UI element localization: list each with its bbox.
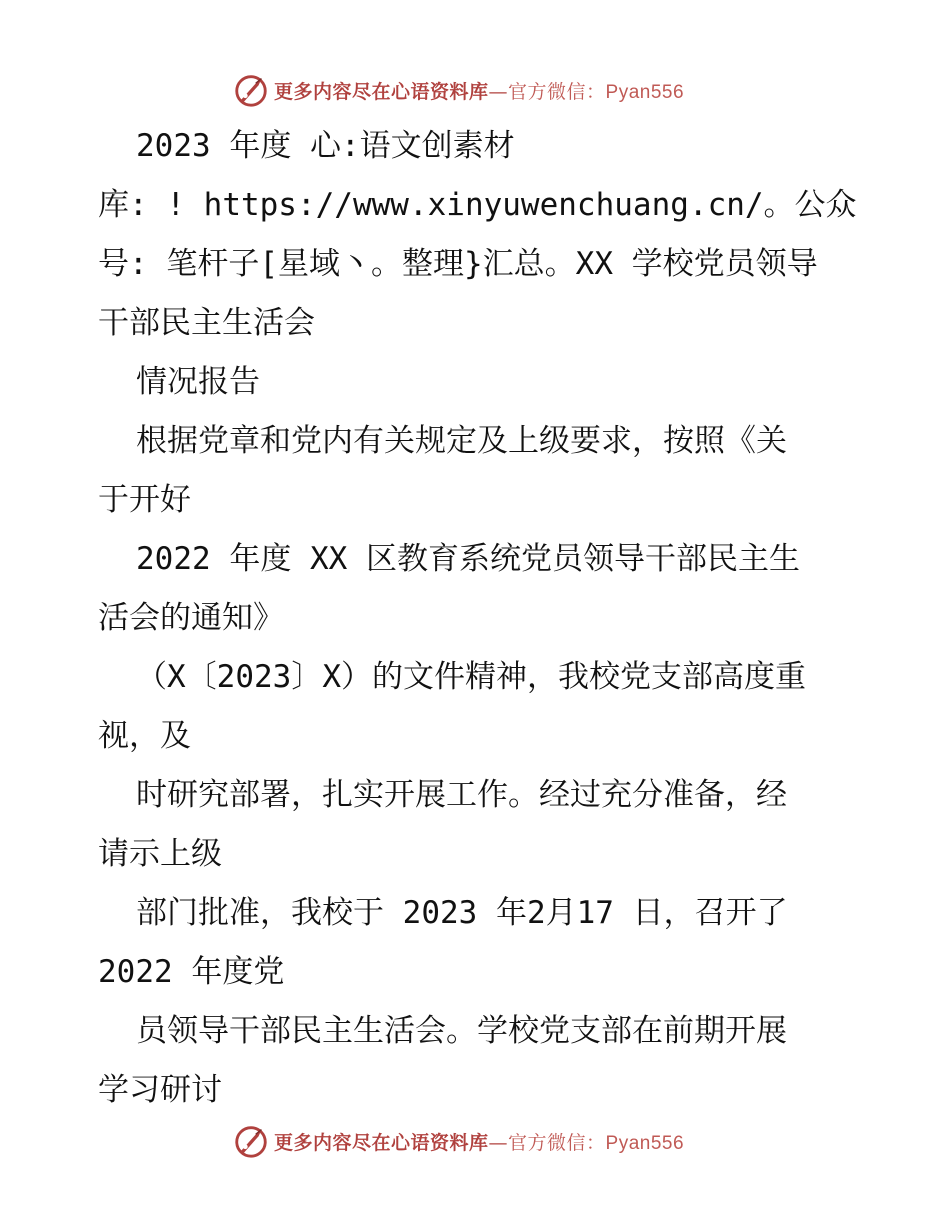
text-line: 2022 年度 XX 区教育系统党员领导干部民主生 xyxy=(136,541,800,577)
text-line: 干部民主生活会 xyxy=(98,305,315,341)
text-line: 部门批准，我校于 2023 年2月17 日，召开了 xyxy=(136,895,788,931)
text-line: 2022 年度党 xyxy=(98,954,285,990)
watermark-wechat-id: Pyan556 xyxy=(605,81,685,103)
watermark-brand: 更多内容尽在心语资料库 xyxy=(274,1131,489,1154)
watermark-header xyxy=(232,70,684,110)
text-line: 库: ! https://www.xinyuwenchuang.cn/。公众 xyxy=(98,187,857,223)
text-line: 学习研讨 xyxy=(98,1072,222,1108)
watermark-wechat-label: 官方微信： xyxy=(508,80,606,103)
text-line: 号: 笔杆子[星域丶。整理}汇总。XX 学校党员领导 xyxy=(98,246,818,282)
text-line: 活会的通知》 xyxy=(98,600,284,636)
text-line: 视，及 xyxy=(98,718,191,754)
text-line: 情况报告 xyxy=(136,364,260,400)
pen-nib-circle-icon xyxy=(232,1122,270,1160)
watermark-text xyxy=(274,1128,684,1155)
watermark-wechat-label: 官方微信： xyxy=(508,1131,606,1154)
pen-nib-circle-icon xyxy=(232,71,270,109)
watermark-footer xyxy=(232,1121,684,1161)
text-line: 请示上级 xyxy=(98,836,222,872)
text-line: 根据党章和党内有关规定及上级要求，按照《关 xyxy=(136,423,787,459)
watermark-wechat-id: Pyan556 xyxy=(605,1132,685,1154)
text-line: 于开好 xyxy=(98,482,191,518)
text-line: 员领导干部民主生活会。学校党支部在前期开展 xyxy=(136,1013,787,1049)
text-line: （X〔2023〕X）的文件精神，我校党支部高度重 xyxy=(136,659,806,695)
document-body xyxy=(98,117,858,1120)
text-line: 时研究部署，扎实开展工作。经过充分准备，经 xyxy=(136,777,787,813)
watermark-text xyxy=(274,77,684,104)
watermark-separator: — xyxy=(488,80,509,103)
watermark-separator: — xyxy=(488,1131,509,1154)
watermark-brand: 更多内容尽在心语资料库 xyxy=(274,80,489,103)
text-line: 2023 年度 心:语文创素材 xyxy=(136,128,515,164)
